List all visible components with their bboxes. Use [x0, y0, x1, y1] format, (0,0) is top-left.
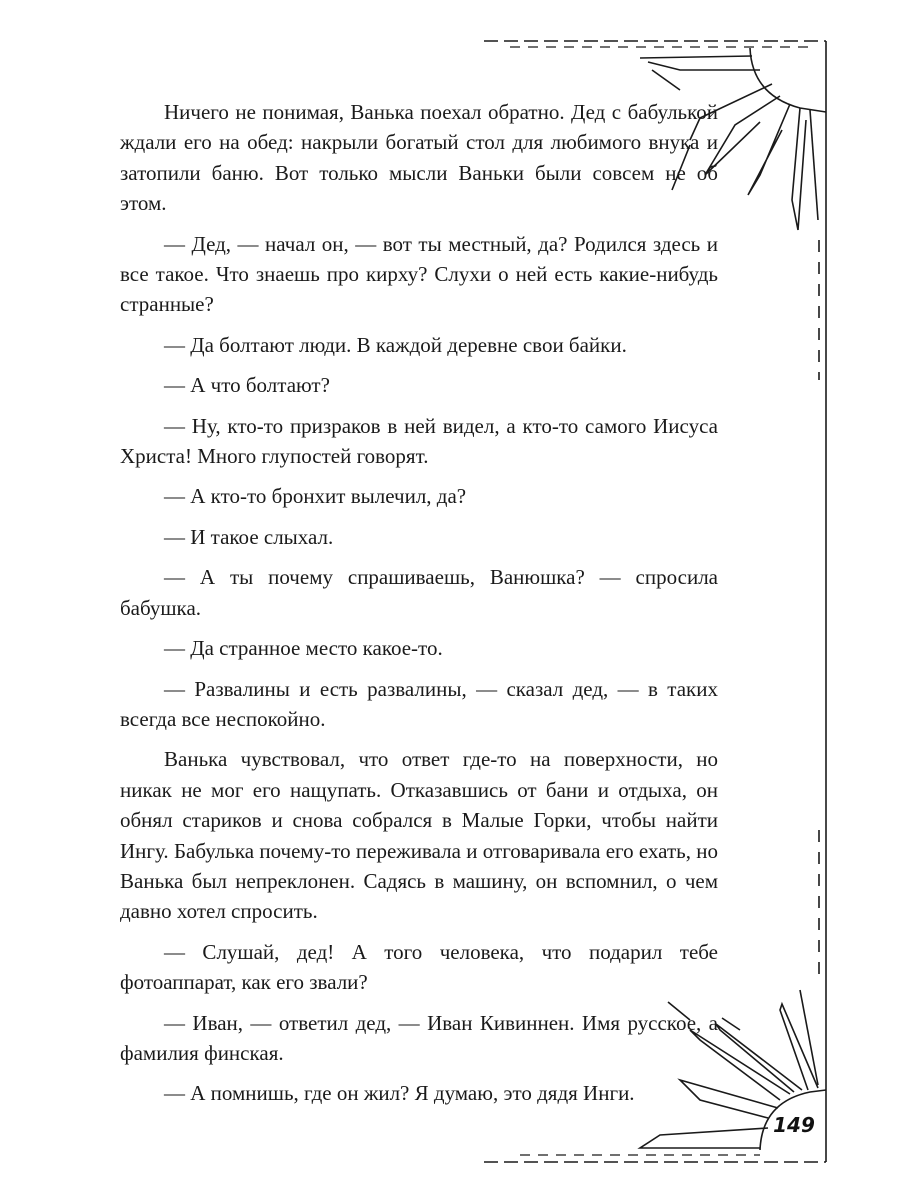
page-text — [120, 97, 718, 1119]
paragraph: — И такое слыхал. — [164, 524, 334, 549]
paragraph: — Да болтают люди. В каждой деревне свои байки. — [164, 332, 627, 357]
paragraph: — А ты почему спрашиваешь, Ванюшка? — спросила бабушка. — [120, 565, 718, 620]
paragraph: — Ну, кто-то призраков в ней видел, а кто-то самого Иисуса Христа! Много глупостей говорят. — [120, 413, 718, 469]
paragraph: Ванька чувствовал, что ответ где-то на поверхности, но никак не мог его нащупать. Отказавшись от бани и отдыха, он обнял стариков и снова собрался в Малые Горки, чтобы найти Ингу. Бабулька почему-то переживала и отговаривала его ехать, но Ванька был непреклонен. Садясь в машину, он вспомнил, о чем давно хотел спросить. — [120, 747, 718, 924]
page-number: 149 — [773, 1113, 815, 1137]
paragraph: — Иван, — ответил дед, — Иван Кивиннен. Имя русское, а фамилия финская. — [120, 1010, 718, 1065]
paragraph: — А помнишь, где он жил? Я думаю, это дядя Инги. — [164, 1081, 635, 1106]
paragraph: — Слушай, дед! А того человека, что подарил тебе фотоаппарат, как его звали? — [120, 939, 718, 995]
paragraph: Ничего не понимая, Ванька поехал обратно. Дед с бабулькой ждали его на обед: накрыли богатый стол для любимого внука и затопили баню. Вот только мысли Ваньки были совсем не об этом. — [120, 100, 718, 216]
paragraph: — Дед, — начал он, — вот ты местный, да? Родился здесь и все такое. Что знаешь про кирху? Слухи о ней есть какие-нибудь странные? — [120, 231, 718, 317]
paragraph: — Да странное место какое-то. — [164, 636, 443, 661]
paragraph: — А что болтают? — [164, 373, 330, 398]
paragraph: — Развалины и есть развалины, — сказал дед, — в таких всегда все неспокойно. — [120, 676, 718, 731]
paragraph: — А кто-то бронхит вылечил, да? — [164, 484, 467, 509]
